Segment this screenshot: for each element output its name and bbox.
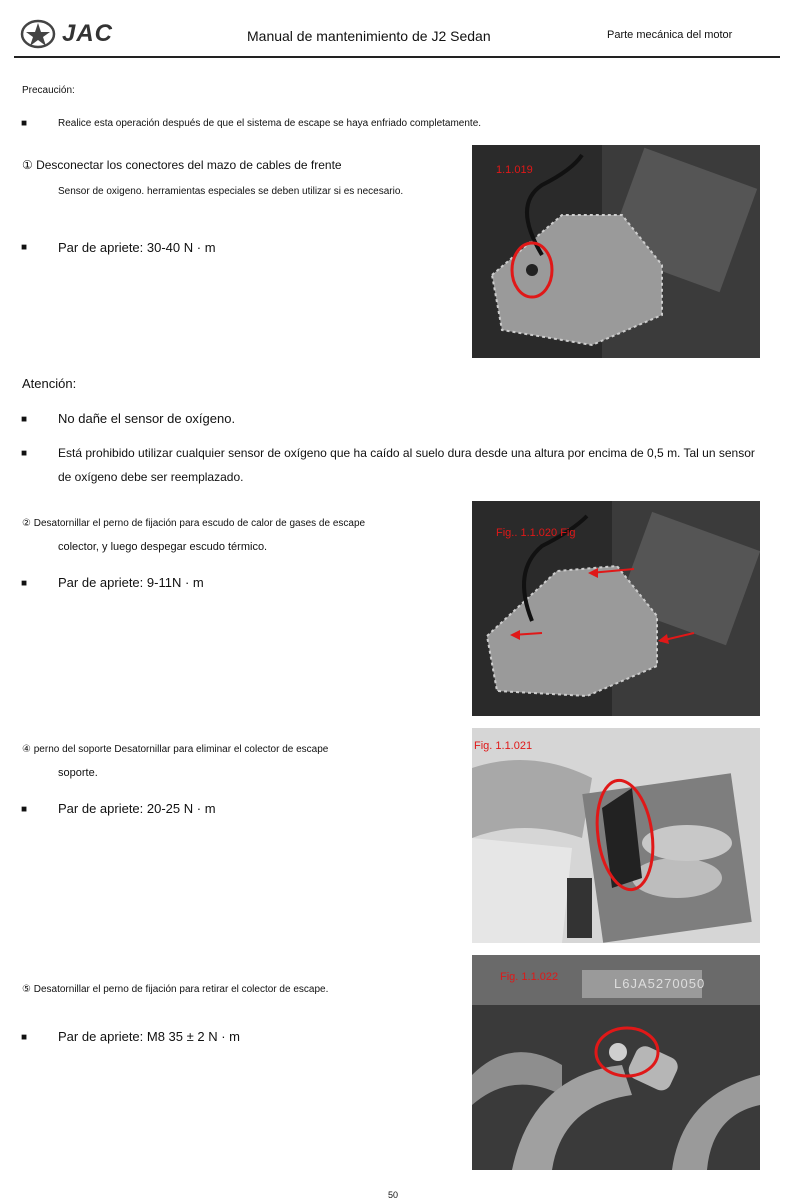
- attention-item2-line1: Está prohibido utilizar cualquier sensor de oxígeno que ha caído al suelo dura desde una altura por encima de 0,5 m. Tal un sensor: [58, 446, 755, 460]
- bullet-icon: ■: [21, 804, 28, 815]
- figure-caption: Fig.. 1.1.020 Fig: [496, 527, 576, 539]
- jac-star-icon: [20, 19, 56, 49]
- step2-torque: Par de apriete: 9-11N · m: [58, 575, 204, 590]
- figure-caption: 1.1.019: [496, 164, 533, 176]
- step4-torque: Par de apriete: 20-25 N · m: [58, 801, 216, 816]
- attention-item2-line2: de oxígeno debe ser reemplazado.: [58, 470, 244, 484]
- attention-label: Atención:: [22, 376, 77, 391]
- caution-text: Realice esta operación después de que el sistema de escape se haya enfriado completamente.: [58, 118, 482, 129]
- figure-1-1-020: [472, 501, 760, 716]
- figure-caption: Fig. 1.1.021: [474, 740, 533, 752]
- bullet-icon: ■: [21, 414, 28, 425]
- step2-title: ② Desatornillar el perno de fijación para escudo de calor de gases de escape: [22, 518, 366, 529]
- figure-1-1-021: [472, 728, 760, 943]
- attention-item1: No dañe el sensor de oxígeno.: [58, 411, 236, 426]
- jac-logo: [20, 18, 136, 50]
- figure-1-1-019: [472, 145, 760, 358]
- step4-cont: soporte.: [58, 767, 98, 779]
- bullet-icon: ■: [21, 118, 28, 129]
- step2-cont: colector, y luego despegar escudo térmico.: [58, 541, 268, 553]
- figure-caption: Fig. 1.1.022: [500, 971, 559, 983]
- step5-title: ⑤ Desatornillar el perno de fijación para retirar el colector de escape.: [22, 984, 329, 995]
- header-rule: [14, 56, 780, 58]
- step1-note: Sensor de oxigeno. herramientas especiales se deben utilizar si es necesario.: [58, 186, 404, 197]
- page-number: 50: [388, 1190, 399, 1200]
- bullet-icon: ■: [21, 578, 28, 589]
- step5-torque: Par de apriete: M8 35 ± 2 N · m: [58, 1029, 240, 1044]
- section-title: Parte mecánica del motor: [607, 29, 733, 41]
- bullet-icon: ■: [21, 448, 28, 459]
- caution-label: Precaución:: [22, 85, 75, 96]
- bullet-icon: ■: [21, 242, 28, 253]
- manual-title: Manual de mantenimiento de J2 Sedan: [247, 28, 491, 44]
- figure-1-1-022: [472, 955, 760, 1170]
- part-engraving: L6JA5270050: [614, 976, 706, 991]
- brand-name: JAC: [62, 20, 114, 47]
- step4-title: ④ perno del soporte Desatornillar para eliminar el colector de escape: [22, 744, 329, 755]
- step1-title: ① Desconectar los conectores del mazo de cables de frente: [22, 158, 342, 172]
- step1-torque: Par de apriete: 30-40 N · m: [58, 240, 216, 255]
- bullet-icon: ■: [21, 1032, 28, 1043]
